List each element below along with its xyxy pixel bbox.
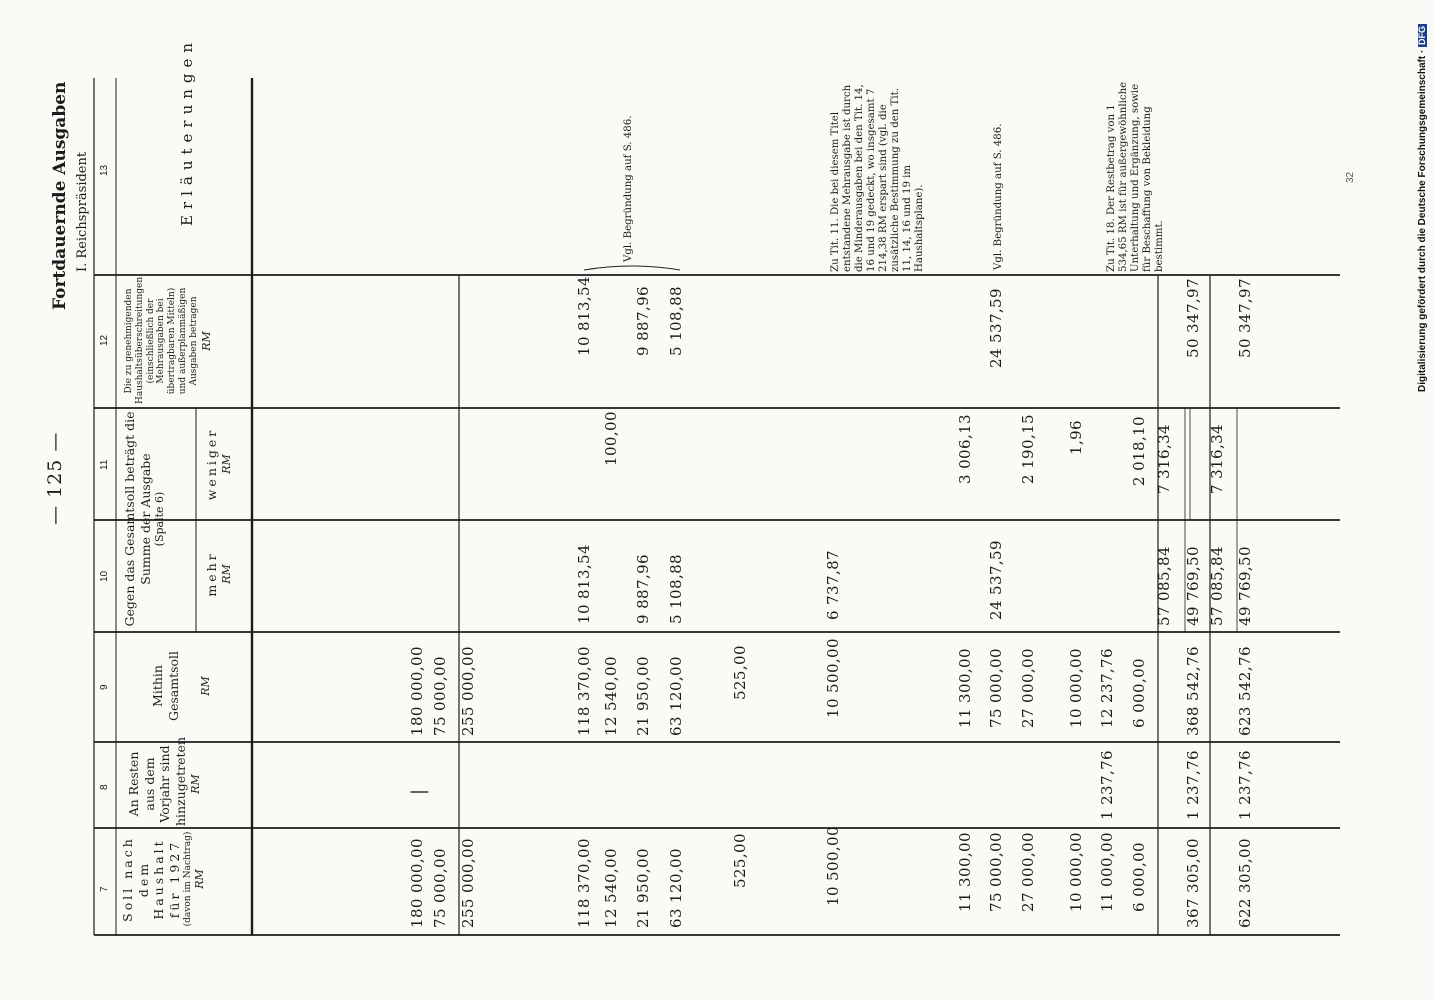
cell-c7: 622 305,00 [1236, 838, 1254, 928]
cell-c7: 118 370,00 [575, 838, 593, 928]
cell-c7: 10 000,00 [1067, 832, 1085, 912]
cell-c7: 255 000,00 [459, 838, 477, 928]
cell-c7: 525,00 [731, 833, 749, 888]
page-number: — 125 — [44, 431, 66, 525]
cell-c7: 75 000,00 [431, 848, 449, 928]
cell-c7: 21 950,00 [634, 848, 652, 928]
cell-c9: 10 500,00 [824, 638, 842, 718]
col-10-number: 10 [99, 570, 110, 582]
cell-c8: 1 237,76 [1236, 750, 1254, 820]
cell-c10: 57 085,84 [1155, 546, 1173, 626]
page-subtitle: I. Reichspräsident [75, 151, 90, 272]
cell-c9: 180 000,00 [408, 646, 426, 736]
col-12-number: 12 [99, 334, 110, 346]
cell-c9: 75 000,00 [987, 648, 1005, 728]
cell-c9: 27 000,00 [1019, 648, 1037, 728]
cell-c12: 5 108,88 [667, 286, 685, 356]
note-tit-18: Zu Tit. 18. Der Restbetrag von 1 534,65 RM ist für außergewöhnliche Unterhaltung und Ergänzung, sowie für Beschaffung von Bekleidung bestimmt. [1106, 81, 1166, 272]
cell-c10: 57 085,84 [1208, 546, 1226, 626]
scanned-page: — 125 — Fortdauernde Ausgaben I. Reichspräsident 32 Digitalisierung gefördert durch die Deutsche Forschungsgemeinschaft · DFG 7 8 9 10 11 12 13 Soll nach dem Haushalt für 1927 (davon im Nachtrag) RM An Resten aus dem Vorjahr sind hinzugetreten RM Mithin Gesamtsoll RM Gegen das Gesamtsoll beträgt die Summe der Ausgabe (Spalte 6) mehr RM weniger RM Die zu genehmigenden Haushaltsüberschreitungen (einschließlich der Mehrausgaben bei übertragbaren Mitteln) und außerplanmäßigen Ausgaben betragen RM Erläuterungen 180 000,00 75 000,00 255 000,00 118 370,00 12 540,00 21 950,00 63 120,00 525,00 10 500,00 11 300,00 75 000,00 27 000,00 10 000,00 11 000,00 6 000,00 367 305,00 622 305,00 | 1 237,76 1 237,76 1 237,76 180 000,00 75 000,00 255 000,00 118 370,00 12 540,00 21 950,00 63 120,00 525,00 10 500,00 11 300,00 75 000,00 27 000,00 10 000,00 12 237,76 6 000,00 368 542,76 623 542,76 10 813,54 9 887,96 5 108,88 6 737,87 24 537,59 57 085,84 49 769,50 57 085,84 49 769,50 100,00 3 006,13 2 190,15 1,96 2 018,10 7 316,34 7 316,34 10 813,54 9 887,96 5 108,88 24 537,59 50 347,97 50 347,97 Vgl. Begründung auf S. 486. Zu Tit. 11. Die bei diesem Titel entstandene Mehrausgabe ist durch die Minderausgaben bei den Tit. 14, 16 und 19 gedeckt, wo insgesamt 7 214,38 RM erspart sind (vgl. die zusätzliche Bestimmung zu den Tit. 11, 14, 16 und 19 im Haushaltsplane). Vgl. Begründung auf S. 486. Zu Tit. 18. Der Restbetrag von 1 534,65 RM ist für außergewöhnliche Unterhaltung und Ergänzung, sowie für Beschaffung von Bekleidung bestimmt. [0, 0, 1434, 1000]
cell-c7: 27 000,00 [1019, 832, 1037, 912]
cell-c7: 10 500,00 [824, 826, 842, 906]
cell-c7: 12 540,00 [602, 848, 620, 928]
cell-c10: 49 769,50 [1184, 546, 1202, 626]
cell-c10: 49 769,50 [1236, 546, 1254, 626]
cell-c12: 50 347,97 [1236, 278, 1254, 358]
cell-c11: 3 006,13 [956, 414, 974, 484]
col-10-11-group-header: Gegen das Gesamtsoll beträgt die Summe der Ausgabe (Spalte 6) [122, 411, 167, 627]
cell-c10: 10 813,54 [575, 544, 593, 624]
cell-c9: 368 542,76 [1184, 646, 1202, 736]
cell-c12: 9 887,96 [634, 286, 652, 356]
cell-c12: 50 347,97 [1184, 278, 1202, 358]
cell-c8: 1 237,76 [1184, 750, 1202, 820]
cell-c11: 2 018,10 [1130, 416, 1148, 486]
col-9-header: Mithin Gesamtsoll RM [150, 650, 213, 722]
cell-c12: 24 537,59 [987, 288, 1005, 368]
col-13-header: Erläuterungen [178, 36, 196, 226]
cell-c9: 11 300,00 [956, 648, 974, 728]
col-9-number: 9 [99, 684, 110, 690]
col-11-header: weniger RM [204, 427, 233, 501]
cell-c7: 75 000,00 [987, 832, 1005, 912]
cell-c11: 7 316,34 [1155, 424, 1173, 494]
cell-c9: 6 000,00 [1130, 658, 1148, 728]
cell-c8: 1 237,76 [1098, 750, 1116, 820]
col-7-header: Soll nach dem Haushalt für 1927 (davon im Nachtrag) RM [120, 831, 207, 927]
col-8-number: 8 [99, 784, 110, 790]
dfg-logo: DFG [1417, 25, 1427, 45]
cell-c9: 10 000,00 [1067, 648, 1085, 728]
cell-c9: 12 540,00 [602, 656, 620, 736]
col-10-header: mehr RM [204, 551, 233, 597]
col-7-number: 7 [99, 886, 110, 892]
cell-c9: 75 000,00 [431, 656, 449, 736]
cell-c9: 63 120,00 [667, 656, 685, 736]
cell-c7: 367 305,00 [1184, 838, 1202, 928]
cell-c7: 180 000,00 [408, 838, 426, 928]
cell-c9: 12 237,76 [1098, 648, 1116, 728]
cell-c11: 1,96 [1067, 420, 1085, 455]
cell-c7: 11 000,00 [1098, 832, 1116, 912]
page-title: Fortdauernde Ausgaben [50, 81, 70, 310]
col-12-header: Die zu genehmigenden Haushaltsüberschreitungen (einschließlich der Mehrausgaben bei übertragbaren Mitteln) und außerplanmäßigen Ausgaben betragen RM [124, 276, 213, 404]
cell-c7: 11 300,00 [956, 832, 974, 912]
cell-c7: 6 000,00 [1130, 842, 1148, 912]
cell-c10: 6 737,87 [824, 550, 842, 620]
col-13-number: 13 [99, 164, 110, 176]
cell-c9: 255 000,00 [459, 646, 477, 736]
cell-c10: 5 108,88 [667, 554, 685, 624]
cell-c11: 100,00 [602, 411, 620, 466]
note-vgl-2: Vgl. Begründung auf S. 486. [993, 123, 1004, 270]
cell-c10: 9 887,96 [634, 554, 652, 624]
cell-c11: 2 190,15 [1019, 414, 1037, 484]
cell-c9: 21 950,00 [634, 656, 652, 736]
col-11-number: 11 [99, 459, 110, 470]
note-vgl-1: Vgl. Begründung auf S. 486. [623, 115, 634, 262]
cell-c10: 24 537,59 [987, 540, 1005, 620]
cell-c11: 7 316,34 [1208, 424, 1226, 494]
cell-c9: 118 370,00 [575, 646, 593, 736]
cell-c9: 623 542,76 [1236, 646, 1254, 736]
note-tit-11: Zu Tit. 11. Die bei diesem Titel entstandene Mehrausgabe ist durch die Minderausgaben bei den Tit. 14, 16 und 19 gedeckt, wo insgesamt 7 214,38 RM erspart sind (vgl. die zusätzliche Bestimmung zu den Tit. 11, 14, 16 und 19 im Haushaltsplane). [830, 84, 926, 272]
col-8-header: An Resten aus dem Vorjahr sind hinzugetreten RM [126, 736, 202, 826]
cell-c7: 63 120,00 [667, 848, 685, 928]
digitization-note: Digitalisierung gefördert durch die Deutsche Forschungsgemeinschaft · DFG [1417, 25, 1428, 392]
cell-c9: 525,00 [731, 645, 749, 700]
cell-c12: 10 813,54 [575, 276, 593, 356]
folio-number: 32 [1345, 171, 1356, 183]
